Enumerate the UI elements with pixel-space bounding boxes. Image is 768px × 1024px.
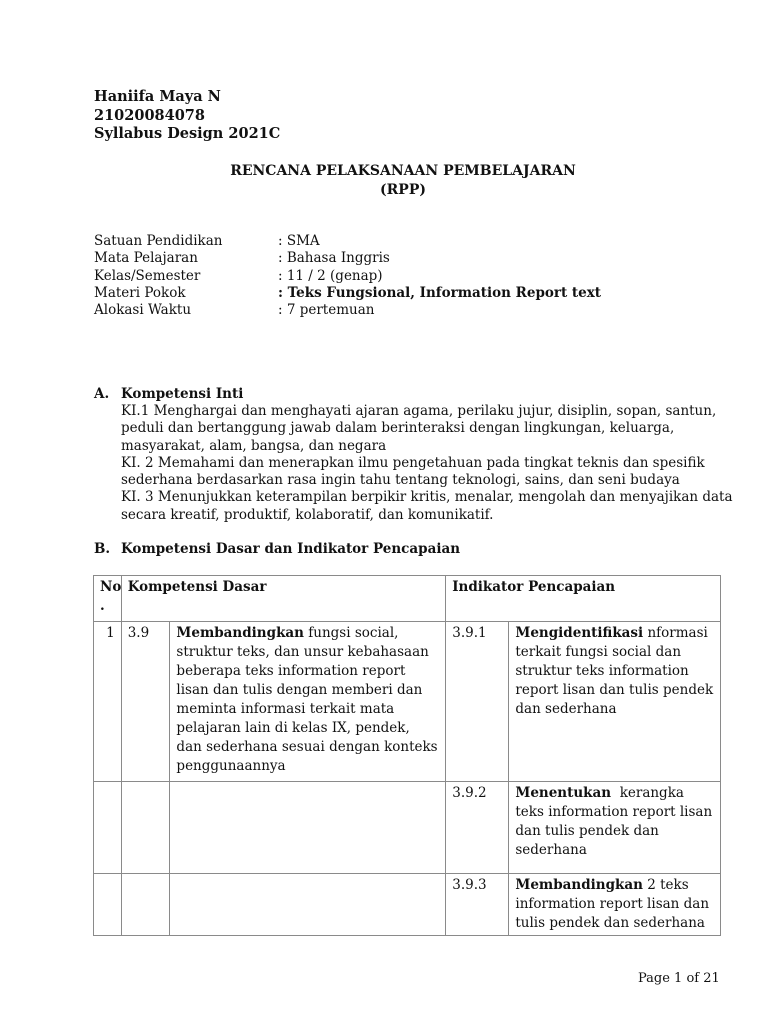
competency-table [93, 575, 721, 936]
header-kompetensi-dasar: Kompetensi Dasar [121, 576, 446, 622]
body-line: KI. 2 Memahami dan menerapkan ilmu pengetahuan pada tingkat teknis dan spesifik [121, 454, 705, 471]
header-no: No . [94, 576, 122, 622]
document-subtitle: (RPP) [380, 182, 426, 198]
header-indikator: Indikator Pencapaian [446, 576, 721, 622]
student-id: 21020084078 [94, 106, 205, 124]
kd-description [170, 622, 446, 782]
kd-verb: Membandingkan [176, 625, 304, 641]
info-label: Satuan Pendidikan [94, 233, 223, 249]
ip-verb: Membandingkan [515, 877, 643, 893]
ip-text: 2 teks information report lisan dan tulis pendek dan sederhana [515, 877, 710, 931]
row-number: 1 [94, 622, 122, 782]
body-line: KI. 3 Menunjukkan keterampilan berpikir kritis, menalar, mengolah dan menyajikan data [121, 489, 733, 506]
course-name: Syllabus Design 2021C [94, 125, 281, 142]
info-value: : 11 / 2 (genap) [278, 267, 383, 284]
section-title: Kompetensi Inti [121, 386, 244, 402]
section-kompetensi-dasar [94, 541, 460, 558]
ip-verb: Menentukan [515, 785, 612, 801]
ip-code: 3.9.1 [446, 622, 509, 782]
info-value: : Bahasa Inggris [278, 250, 390, 267]
section-heading [94, 386, 243, 403]
ip-text: kerangka teks information report lisan dan tulis pendek dan sederhana [515, 785, 717, 858]
section-body [121, 403, 733, 524]
section-kompetensi-inti [94, 386, 733, 523]
author-header [94, 88, 280, 144]
ip-description [509, 782, 721, 874]
ip-code: 3.9.2 [446, 782, 509, 874]
ip-text: nformasi terkait fungsi social dan struktur teks information report lisan dan tulis pendek dan sederhana [515, 625, 714, 717]
ip-code: 3.9.3 [446, 874, 509, 936]
info-label: Mata Pelajaran [94, 250, 198, 267]
table-header-row [94, 576, 721, 622]
info-value: : Teks Fungsional, Information Report text [278, 284, 602, 301]
ip-description [509, 622, 721, 782]
body-line: sederhana berdasarkan rasa ingin tahu tentang teknologi, sains, dan seni budaya [121, 472, 680, 489]
kd-code: 3.9 [121, 622, 170, 782]
section-letter: A. [94, 386, 110, 402]
kd-text: fungsi social, struktur teks, dan unsur kebahasaan beberapa teks information report lisan dan tulis dengan memberi dan meminta informasi terkait mata pelajaran lain di kelas IX, pendek, dan sederhana sesuai dengan konteks penggunaannya [176, 625, 438, 774]
ip-description [509, 874, 721, 936]
info-label: Alokasi Waktu [94, 302, 192, 319]
page-number: Page 1 of 21 [638, 971, 720, 986]
body-line: peduli dan bertanggung jawab dalam berinteraksi dengan lingkungan, keluarga, [121, 420, 675, 437]
body-line: secara kreatif, produktif, kolaboratif, dan komunikatif. [121, 506, 494, 523]
table-row [94, 622, 721, 782]
section-title: Kompetensi Dasar dan Indikator Pencapaian [121, 541, 461, 557]
author-name: Haniifa Maya N [94, 88, 221, 105]
section-letter: B. [94, 541, 111, 557]
body-line: KI.1 Menghargai dan menghayati ajaran agama, perilaku jujur, disiplin, sopan, santun, [121, 403, 717, 419]
info-label: Materi Pokok [94, 284, 186, 301]
document-title: RENCANA PELAKSANAAN PEMBELAJARAN [230, 163, 576, 179]
table-row [94, 782, 721, 874]
body-line: masyarakat, alam, bangsa, dan negara [121, 437, 387, 454]
info-value: : 7 pertemuan [278, 302, 375, 319]
info-label: Kelas/Semester [94, 267, 201, 284]
ip-verb: Mengidentifikasi [515, 625, 644, 641]
table-row [94, 874, 721, 936]
info-value: : SMA [278, 233, 320, 249]
